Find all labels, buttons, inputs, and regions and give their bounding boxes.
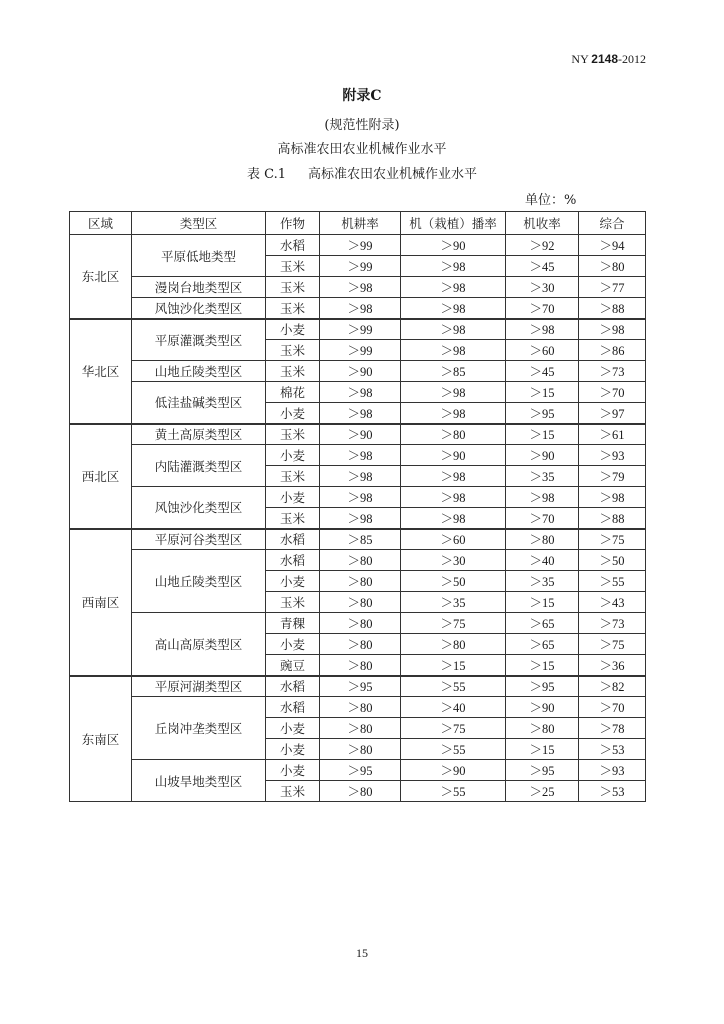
table-row <box>70 445 646 466</box>
value-cell: ＞80 <box>320 655 401 676</box>
value-cell: ＞15 <box>506 424 579 445</box>
unit-label: 单位：% <box>525 193 577 208</box>
value-cell: ＞50 <box>401 571 506 592</box>
value-cell: ＞53 <box>579 739 646 760</box>
value-cell: ＞98 <box>506 487 579 508</box>
value-cell: ＞80 <box>506 529 579 550</box>
value-cell: ＞98 <box>320 466 401 487</box>
value-cell: ＞80 <box>320 781 401 802</box>
type-cell: 黄土高原类型区 <box>132 424 266 445</box>
type-cell: 低洼盐碱类型区 <box>132 382 266 424</box>
crop-cell: 玉米 <box>266 361 320 382</box>
table-row <box>70 424 646 445</box>
type-cell: 平原低地类型 <box>132 235 266 277</box>
crop-cell: 小麦 <box>266 487 320 508</box>
crop-cell: 小麦 <box>266 739 320 760</box>
value-cell: ＞15 <box>506 382 579 403</box>
normative-note: (规范性附录) <box>324 118 400 133</box>
value-cell: ＞70 <box>579 382 646 403</box>
value-cell: ＞75 <box>579 634 646 655</box>
crop-cell: 水稻 <box>266 529 320 550</box>
mechanization-table <box>69 211 646 802</box>
region-cell: 华北区 <box>70 319 132 424</box>
value-cell: ＞70 <box>579 697 646 718</box>
type-cell: 风蚀沙化类型区 <box>132 298 266 319</box>
value-cell: ＞98 <box>401 403 506 424</box>
value-cell: ＞80 <box>320 613 401 634</box>
value-cell: ＞40 <box>506 550 579 571</box>
crop-cell: 小麦 <box>266 760 320 781</box>
table-row <box>70 277 646 298</box>
value-cell: ＞55 <box>401 676 506 697</box>
column-header: 机收率 <box>506 212 579 235</box>
value-cell: ＞78 <box>579 718 646 739</box>
crop-cell: 玉米 <box>266 256 320 277</box>
value-cell: ＞98 <box>401 466 506 487</box>
crop-cell: 水稻 <box>266 550 320 571</box>
value-cell: ＞65 <box>506 613 579 634</box>
value-cell: ＞90 <box>320 424 401 445</box>
value-cell: ＞45 <box>506 256 579 277</box>
standard-year: -2012 <box>618 52 646 66</box>
table-row <box>70 382 646 403</box>
table-row <box>70 529 646 550</box>
table-row <box>70 487 646 508</box>
value-cell: ＞98 <box>320 403 401 424</box>
column-header: 类型区 <box>132 212 266 235</box>
value-cell: ＞80 <box>506 718 579 739</box>
table-row <box>70 676 646 697</box>
value-cell: ＞86 <box>579 340 646 361</box>
value-cell: ＞97 <box>579 403 646 424</box>
value-cell: ＞99 <box>320 319 401 340</box>
value-cell: ＞99 <box>320 235 401 256</box>
value-cell: ＞61 <box>579 424 646 445</box>
value-cell: ＞35 <box>401 592 506 613</box>
standard-code <box>571 52 646 67</box>
value-cell: ＞80 <box>320 739 401 760</box>
type-cell: 山地丘陵类型区 <box>132 550 266 613</box>
value-cell: ＞73 <box>579 613 646 634</box>
value-cell: ＞88 <box>579 298 646 319</box>
value-cell: ＞95 <box>506 403 579 424</box>
value-cell: ＞98 <box>579 319 646 340</box>
column-header: 作物 <box>266 212 320 235</box>
table-row <box>70 697 646 718</box>
value-cell: ＞43 <box>579 592 646 613</box>
table-row <box>70 361 646 382</box>
crop-cell: 豌豆 <box>266 655 320 676</box>
type-cell: 平原河谷类型区 <box>132 529 266 550</box>
type-cell: 漫岗台地类型区 <box>132 277 266 298</box>
crop-cell: 水稻 <box>266 235 320 256</box>
value-cell: ＞92 <box>506 235 579 256</box>
value-cell: ＞98 <box>320 298 401 319</box>
value-cell: ＞98 <box>401 340 506 361</box>
appendix-title: 附录C <box>342 88 382 104</box>
value-cell: ＞90 <box>506 697 579 718</box>
table-header-row <box>70 212 646 235</box>
value-cell: ＞93 <box>579 760 646 781</box>
value-cell: ＞60 <box>506 340 579 361</box>
table-row <box>70 235 646 256</box>
type-cell: 山坡旱地类型区 <box>132 760 266 802</box>
value-cell: ＞80 <box>401 634 506 655</box>
column-header: 机（栽植）播率 <box>401 212 506 235</box>
value-cell: ＞88 <box>579 508 646 529</box>
crop-cell: 玉米 <box>266 277 320 298</box>
type-cell: 丘岗冲垄类型区 <box>132 697 266 760</box>
table-caption <box>0 163 724 182</box>
value-cell: ＞98 <box>401 487 506 508</box>
value-cell: ＞98 <box>320 445 401 466</box>
value-cell: ＞98 <box>401 256 506 277</box>
value-cell: ＞80 <box>579 256 646 277</box>
crop-cell: 玉米 <box>266 466 320 487</box>
table-title: 高标准农田农业机械作业水平 <box>308 167 478 182</box>
value-cell: ＞98 <box>320 487 401 508</box>
value-cell: ＞30 <box>401 550 506 571</box>
column-header: 综合 <box>579 212 646 235</box>
value-cell: ＞95 <box>320 676 401 697</box>
standard-prefix: NY <box>571 52 592 66</box>
crop-cell: 玉米 <box>266 340 320 361</box>
value-cell: ＞75 <box>401 718 506 739</box>
value-cell: ＞80 <box>320 634 401 655</box>
value-cell: ＞35 <box>506 466 579 487</box>
value-cell: ＞65 <box>506 634 579 655</box>
value-cell: ＞15 <box>506 592 579 613</box>
value-cell: ＞80 <box>401 424 506 445</box>
standard-number: 2148 <box>591 52 618 66</box>
value-cell: ＞94 <box>579 235 646 256</box>
crop-cell: 小麦 <box>266 718 320 739</box>
value-cell: ＞98 <box>579 487 646 508</box>
type-cell: 风蚀沙化类型区 <box>132 487 266 529</box>
table-row <box>70 550 646 571</box>
value-cell: ＞55 <box>401 781 506 802</box>
value-cell: ＞98 <box>320 382 401 403</box>
value-cell: ＞50 <box>579 550 646 571</box>
region-cell: 西南区 <box>70 529 132 676</box>
value-cell: ＞80 <box>320 718 401 739</box>
crop-cell: 玉米 <box>266 781 320 802</box>
value-cell: ＞55 <box>401 739 506 760</box>
type-cell: 平原灌溉类型区 <box>132 319 266 361</box>
value-cell: ＞75 <box>401 613 506 634</box>
region-cell: 东南区 <box>70 676 132 802</box>
column-header: 机耕率 <box>320 212 401 235</box>
crop-cell: 玉米 <box>266 424 320 445</box>
crop-cell: 小麦 <box>266 571 320 592</box>
value-cell: ＞79 <box>579 466 646 487</box>
crop-cell: 玉米 <box>266 508 320 529</box>
value-cell: ＞98 <box>401 277 506 298</box>
value-cell: ＞15 <box>401 655 506 676</box>
value-cell: ＞80 <box>320 571 401 592</box>
table-number: 表 C.1 <box>246 167 286 182</box>
column-header: 区域 <box>70 212 132 235</box>
value-cell: ＞53 <box>579 781 646 802</box>
value-cell: ＞73 <box>579 361 646 382</box>
value-cell: ＞93 <box>579 445 646 466</box>
value-cell: ＞35 <box>506 571 579 592</box>
crop-cell: 棉花 <box>266 382 320 403</box>
value-cell: ＞99 <box>320 340 401 361</box>
value-cell: ＞90 <box>401 235 506 256</box>
crop-cell: 水稻 <box>266 697 320 718</box>
crop-cell: 青稞 <box>266 613 320 634</box>
value-cell: ＞98 <box>401 508 506 529</box>
value-cell: ＞60 <box>401 529 506 550</box>
value-cell: ＞98 <box>401 382 506 403</box>
page-number: 15 <box>356 946 368 960</box>
type-cell: 平原河湖类型区 <box>132 676 266 697</box>
crop-cell: 小麦 <box>266 319 320 340</box>
value-cell: ＞75 <box>579 529 646 550</box>
value-cell: ＞85 <box>320 529 401 550</box>
value-cell: ＞40 <box>401 697 506 718</box>
value-cell: ＞15 <box>506 739 579 760</box>
type-cell: 山地丘陵类型区 <box>132 361 266 382</box>
crop-cell: 小麦 <box>266 634 320 655</box>
crop-cell: 水稻 <box>266 676 320 697</box>
value-cell: ＞95 <box>506 760 579 781</box>
value-cell: ＞90 <box>320 361 401 382</box>
value-cell: ＞85 <box>401 361 506 382</box>
value-cell: ＞98 <box>320 277 401 298</box>
value-cell: ＞95 <box>320 760 401 781</box>
crop-cell: 玉米 <box>266 298 320 319</box>
value-cell: ＞82 <box>579 676 646 697</box>
region-cell: 西北区 <box>70 424 132 529</box>
appendix-subtitle: 高标准农田农业机械作业水平 <box>277 142 447 157</box>
type-cell: 高山高原类型区 <box>132 613 266 676</box>
table-row <box>70 613 646 634</box>
value-cell: ＞98 <box>506 319 579 340</box>
crop-cell: 小麦 <box>266 403 320 424</box>
table-body <box>70 235 646 802</box>
table-row <box>70 760 646 781</box>
crop-cell: 小麦 <box>266 445 320 466</box>
value-cell: ＞45 <box>506 361 579 382</box>
region-cell: 东北区 <box>70 235 132 319</box>
value-cell: ＞80 <box>320 592 401 613</box>
value-cell: ＞55 <box>579 571 646 592</box>
value-cell: ＞25 <box>506 781 579 802</box>
value-cell: ＞70 <box>506 298 579 319</box>
value-cell: ＞95 <box>506 676 579 697</box>
type-cell: 内陆灌溉类型区 <box>132 445 266 487</box>
value-cell: ＞30 <box>506 277 579 298</box>
value-cell: ＞98 <box>401 319 506 340</box>
value-cell: ＞77 <box>579 277 646 298</box>
value-cell: ＞99 <box>320 256 401 277</box>
value-cell: ＞70 <box>506 508 579 529</box>
value-cell: ＞36 <box>579 655 646 676</box>
value-cell: ＞98 <box>320 508 401 529</box>
value-cell: ＞98 <box>401 298 506 319</box>
value-cell: ＞90 <box>506 445 579 466</box>
crop-cell: 玉米 <box>266 592 320 613</box>
value-cell: ＞80 <box>320 550 401 571</box>
value-cell: ＞90 <box>401 445 506 466</box>
table-row <box>70 319 646 340</box>
value-cell: ＞80 <box>320 697 401 718</box>
value-cell: ＞15 <box>506 655 579 676</box>
value-cell: ＞90 <box>401 760 506 781</box>
table-row <box>70 298 646 319</box>
